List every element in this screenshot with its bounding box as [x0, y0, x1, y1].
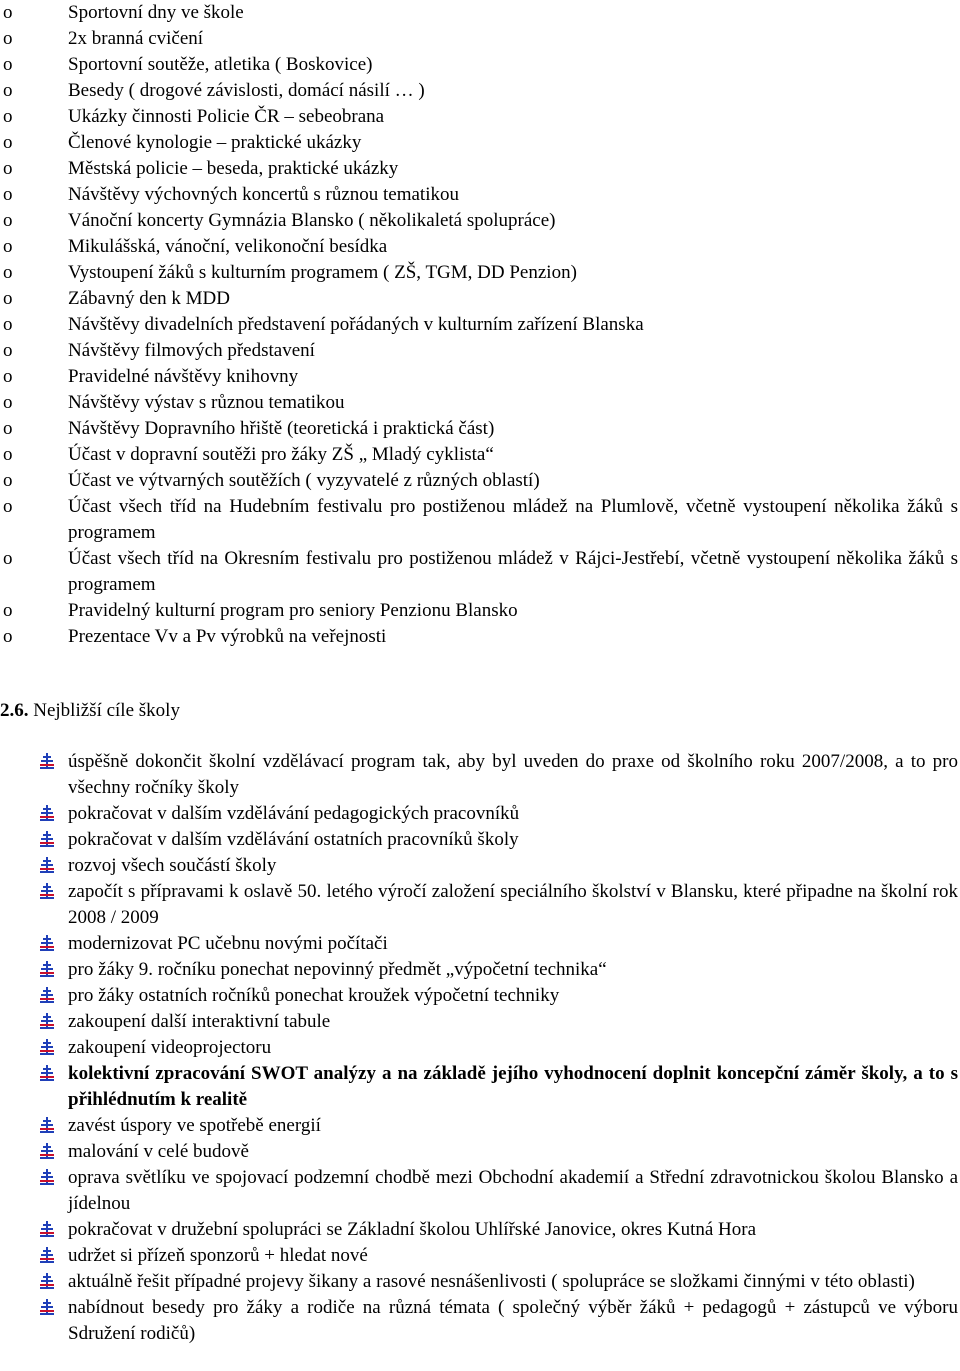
- goal-item: [0, 1243, 960, 1269]
- circle-bullet-icon: o: [3, 80, 13, 101]
- activity-item: [0, 0, 960, 26]
- activity-item: [0, 546, 960, 598]
- goal-item: [0, 1113, 960, 1139]
- arrow-bullet-icon: [40, 987, 54, 1003]
- goal-text: aktuálně řešit případné projevy šikany a rasové nesnášenlivosti ( spolupráce se složkami činnými v této oblasti): [68, 1271, 915, 1292]
- activities-list: [0, 0, 960, 650]
- activity-item: [0, 130, 960, 156]
- goal-item: [0, 853, 960, 879]
- activity-text: 2x branná cvičení: [68, 28, 204, 49]
- circle-bullet-icon: o: [3, 444, 13, 465]
- activity-text: Návštěvy Dopravního hřiště (teoretická i praktická část): [68, 418, 495, 439]
- goals-list: [0, 749, 960, 1347]
- circle-bullet-icon: o: [3, 418, 13, 439]
- arrow-bullet-icon: [40, 857, 54, 873]
- activity-text: Mikulášská, vánoční, velikonoční besídka: [68, 236, 388, 257]
- goal-item: [0, 1295, 960, 1347]
- goal-item: [0, 1165, 960, 1217]
- arrow-bullet-icon: [40, 1039, 54, 1055]
- arrow-bullet-icon: [40, 805, 54, 821]
- activity-text: Návštěvy filmových představení: [68, 340, 315, 361]
- goal-item: [0, 879, 960, 931]
- arrow-bullet-icon: [40, 1117, 54, 1133]
- activity-item: [0, 234, 960, 260]
- circle-bullet-icon: o: [3, 288, 13, 309]
- goal-text: oprava světlíku ve spojovací podzemní chodbě mezi Obchodní akademií a Střední zdravotnickou školou Blansko a jídelnou: [68, 1167, 958, 1214]
- goal-text: zavést úspory ve spotřebě energií: [68, 1115, 321, 1136]
- circle-bullet-icon: o: [3, 132, 13, 153]
- goal-item: [0, 1269, 960, 1295]
- arrow-bullet-icon: [40, 1299, 54, 1315]
- goal-text: malování v celé budově: [68, 1141, 249, 1162]
- activity-text: Účast všech tříd na Hudebním festivalu pro postiženou mládež na Plumlově, včetně vystoupení několika žáků s programem: [68, 496, 958, 543]
- goal-item: [0, 931, 960, 957]
- circle-bullet-icon: o: [3, 210, 13, 231]
- goal-text: modernizovat PC učebnu novými počítači: [68, 933, 388, 954]
- activity-item: [0, 390, 960, 416]
- activity-item: [0, 494, 960, 546]
- section-title: Nejbližší cíle školy: [33, 700, 180, 721]
- goal-item: [0, 1061, 960, 1113]
- arrow-bullet-icon: [40, 1169, 54, 1185]
- goal-text: započít s přípravami k oslavě 50. letého výročí založení speciálního školství v Blansku, které připadne na školní rok 2008 / 2009: [68, 881, 958, 928]
- activity-text: Sportovní dny ve škole: [68, 2, 244, 23]
- section-number: 2.6.: [0, 700, 29, 721]
- activity-item: [0, 468, 960, 494]
- activity-text: Pravidelné návštěvy knihovny: [68, 366, 299, 387]
- activity-text: Vystoupení žáků s kulturním programem ( ZŠ, TGM, DD Penzion): [68, 262, 577, 283]
- circle-bullet-icon: o: [3, 392, 13, 413]
- activity-item: [0, 312, 960, 338]
- circle-bullet-icon: o: [3, 600, 13, 621]
- circle-bullet-icon: o: [3, 366, 13, 387]
- activity-item: [0, 182, 960, 208]
- activity-item: [0, 286, 960, 312]
- activity-item: [0, 104, 960, 130]
- circle-bullet-icon: o: [3, 314, 13, 335]
- activity-item: [0, 156, 960, 182]
- arrow-bullet-icon: [40, 935, 54, 951]
- activity-text: Návštěvy výstav s různou tematikou: [68, 392, 345, 413]
- goal-text: pro žáky 9. ročníku ponechat nepovinný předmět „výpočetní technika“: [68, 959, 607, 980]
- circle-bullet-icon: o: [3, 158, 13, 179]
- activity-item: [0, 364, 960, 390]
- activity-item: [0, 598, 960, 624]
- goal-item: [0, 983, 960, 1009]
- activity-item: [0, 208, 960, 234]
- goal-item: [0, 749, 960, 801]
- circle-bullet-icon: o: [3, 262, 13, 283]
- arrow-bullet-icon: [40, 1247, 54, 1263]
- goal-item: [0, 801, 960, 827]
- goal-item: [0, 1035, 960, 1061]
- arrow-bullet-icon: [40, 1273, 54, 1289]
- goal-text: pokračovat v družební spolupráci se Základní školou Uhlířské Janovice, okres Kutná Hora: [68, 1219, 757, 1240]
- activity-text: Městská policie – beseda, praktické ukázky: [68, 158, 399, 179]
- activity-text: Účast v dopravní soutěži pro žáky ZŠ „ Mladý cyklista“: [68, 444, 494, 465]
- activity-text: Pravidelný kulturní program pro seniory Penzionu Blansko: [68, 600, 518, 621]
- arrow-bullet-icon: [40, 883, 54, 899]
- goal-item: [0, 1139, 960, 1165]
- circle-bullet-icon: o: [3, 236, 13, 257]
- activity-item: [0, 442, 960, 468]
- circle-bullet-icon: o: [3, 54, 13, 75]
- goal-item: [0, 827, 960, 853]
- goal-text: nabídnout besedy pro žáky a rodiče na různá témata ( společný výběr žáků + pedagogů + zástupců ve výboru Sdružení rodičů): [68, 1297, 958, 1344]
- activity-text: Návštěvy divadelních představení pořádaných v kulturním zařízení Blanska: [68, 314, 644, 335]
- goal-text: zakoupení videoprojectoru: [68, 1037, 272, 1058]
- circle-bullet-icon: o: [3, 184, 13, 205]
- circle-bullet-icon: o: [3, 28, 13, 49]
- activity-text: Členové kynologie – praktické ukázky: [68, 132, 362, 153]
- goal-item: [0, 1009, 960, 1035]
- activity-text: Besedy ( drogové závislosti, domácí násilí … ): [68, 80, 425, 101]
- circle-bullet-icon: o: [3, 548, 13, 569]
- goal-item: [0, 957, 960, 983]
- activity-text: Zábavný den k MDD: [68, 288, 230, 309]
- activity-text: Účast všech tříd na Okresním festivalu pro postiženou mládež v Rájci-Jestřebí, včetně vystoupení několika žáků s programem: [68, 548, 958, 595]
- activity-text: Účast ve výtvarných soutěžích ( vyzyvatelé z různých oblastí): [68, 470, 540, 491]
- goal-text: úspěšně dokončit školní vzdělávací program tak, aby byl uveden do praxe od školního roku 2007/2008, a to pro všechny ročníky školy: [68, 751, 958, 798]
- activity-item: [0, 624, 960, 650]
- activity-item: [0, 52, 960, 78]
- activity-text: Vánoční koncerty Gymnázia Blansko ( několikaletá spolupráce): [68, 210, 556, 231]
- goal-text: pro žáky ostatních ročníků ponechat kroužek výpočetní techniky: [68, 985, 560, 1006]
- arrow-bullet-icon: [40, 1065, 54, 1081]
- goal-item: [0, 1217, 960, 1243]
- goal-text: udržet si přízeň sponzorů + hledat nové: [68, 1245, 368, 1266]
- circle-bullet-icon: o: [3, 106, 13, 127]
- activity-item: [0, 260, 960, 286]
- activity-text: Návštěvy výchovných koncertů s různou tematikou: [68, 184, 459, 205]
- arrow-bullet-icon: [40, 961, 54, 977]
- activity-item: [0, 338, 960, 364]
- activity-item: [0, 416, 960, 442]
- arrow-bullet-icon: [40, 831, 54, 847]
- arrow-bullet-icon: [40, 1221, 54, 1237]
- goal-text: pokračovat v dalším vzdělávání pedagogických pracovníků: [68, 803, 520, 824]
- arrow-bullet-icon: [40, 1143, 54, 1159]
- goal-text: pokračovat v dalším vzdělávání ostatních pracovníků školy: [68, 829, 519, 850]
- circle-bullet-icon: o: [3, 626, 13, 647]
- goal-text: zakoupení další interaktivní tabule: [68, 1011, 331, 1032]
- circle-bullet-icon: o: [3, 2, 13, 23]
- activity-item: [0, 26, 960, 52]
- section-heading: [0, 698, 180, 724]
- activity-text: Ukázky činnosti Policie ČR – sebeobrana: [68, 106, 385, 127]
- activity-text: Sportovní soutěže, atletika ( Boskovice): [68, 54, 373, 75]
- arrow-bullet-icon: [40, 753, 54, 769]
- circle-bullet-icon: o: [3, 340, 13, 361]
- arrow-bullet-icon: [40, 1013, 54, 1029]
- goal-text: rozvoj všech součástí školy: [68, 855, 277, 876]
- circle-bullet-icon: o: [3, 470, 13, 491]
- goal-text: kolektivní zpracování SWOT analýzy a na základě jejího vyhodnocení doplnit koncepční záměr školy, a to s přihlédnutím k realitě: [68, 1063, 958, 1110]
- activity-item: [0, 78, 960, 104]
- circle-bullet-icon: o: [3, 496, 13, 517]
- activity-text: Prezentace Vv a Pv výrobků na veřejnosti: [68, 626, 387, 647]
